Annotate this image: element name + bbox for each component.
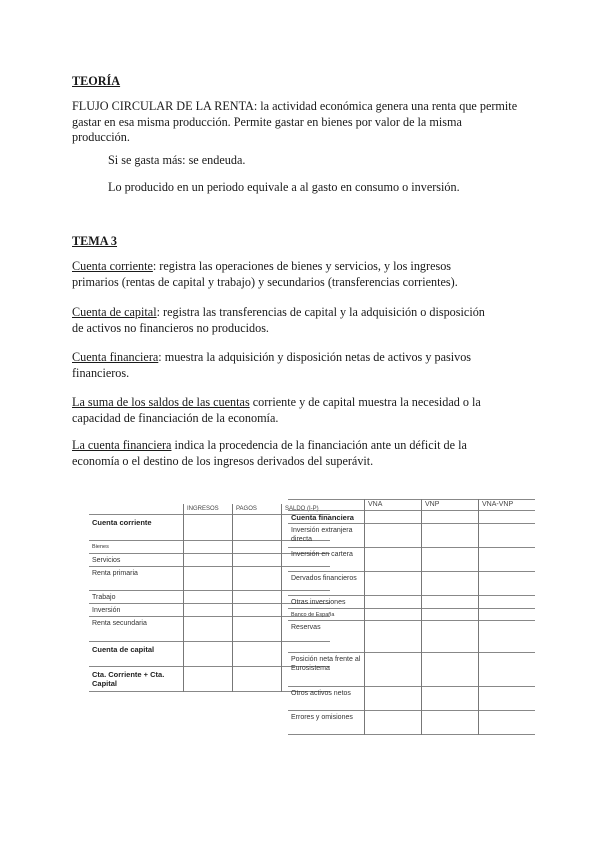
table-row (288, 609, 535, 621)
definition-text: : registra las operaciones de bienes y servicios, y los ingresos (152, 259, 452, 273)
row-label: Inversión (92, 607, 121, 614)
row-label: Otros activos netos (291, 690, 351, 697)
table-row (288, 596, 535, 609)
la-cuenta-financiera-term: La cuenta financiera (72, 438, 172, 452)
row-label: Trabajo (92, 594, 116, 601)
definition-text: financieros. (72, 365, 130, 380)
table-row (288, 687, 535, 711)
row-label: Servicios (92, 557, 121, 564)
table-row (288, 653, 535, 687)
cuenta-financiera-term: Cuenta financiera (72, 350, 159, 364)
la-cuenta-financiera-paragraph (72, 438, 542, 469)
row-label: Renta secundaria (92, 620, 147, 627)
table-header-cell (288, 500, 365, 511)
table-row (288, 511, 535, 524)
cuenta-capital-term: Cuenta de capital (72, 305, 157, 319)
table-row (288, 711, 535, 735)
table-header-cell: VNP (422, 500, 479, 511)
equivalence-note: Lo producido en un periodo equivale a al gasto en consumo o inversión. (108, 180, 460, 194)
row-label: Cuenta corriente (92, 518, 152, 527)
financial-account-table (288, 499, 535, 735)
table-row (288, 572, 535, 596)
row-label: Dervados financieros (291, 575, 357, 582)
flujo-circular-paragraph (72, 99, 542, 146)
tema3-heading: TEMA 3 (72, 234, 118, 248)
cuenta-capital-paragraph (72, 305, 542, 336)
row-label: Otras inversiones (291, 599, 346, 606)
table-row (288, 621, 535, 653)
table-header-cell: VNA-VNP (479, 500, 536, 511)
definition-text: primarios (rentas de capital y trabajo) y secundarios (transferencias corrientes). (72, 274, 458, 289)
table-row (288, 524, 535, 548)
row-label: Inversión extranjera directa (291, 527, 353, 543)
definition-text: indica la procedencia de la financiación ante un déficit de la (171, 438, 467, 452)
definition-text: : registra las transferencias de capital y la adquisición o disposición (156, 305, 485, 319)
table-header-row (288, 500, 535, 511)
definition-text: capacidad de financiación de la economía. (72, 410, 279, 425)
row-label: Bienes (92, 544, 109, 550)
flujo-line: producción. (72, 130, 130, 144)
flujo-line: gastar en esa misma producción. Permite gastar en bienes por valor de la misma (72, 114, 462, 129)
table-header-cell: PAGOS (233, 504, 282, 515)
flujo-line: FLUJO CIRCULAR DE LA RENTA: la actividad económica genera una renta que permite (72, 99, 518, 113)
table-header-cell (89, 504, 184, 515)
definition-text: : muestra la adquisición y disposición netas de activos y pasivos (158, 350, 472, 364)
row-label: Cta. Corriente + Cta. Capital (92, 670, 165, 688)
suma-saldos-paragraph (72, 395, 542, 426)
suma-saldos-term: La suma de los saldos de las cuentas (72, 395, 250, 409)
cuenta-financiera-paragraph (72, 350, 542, 381)
definition-text: de activos no financieros no producidos. (72, 320, 269, 335)
row-label: Cuenta financiera (291, 513, 354, 522)
table-header-cell: VNA (365, 500, 422, 511)
row-label: Cuenta de capital (92, 645, 155, 654)
theory-heading: TEORÍA (72, 74, 121, 88)
cuenta-corriente-term: Cuenta corriente (72, 259, 153, 273)
table-header-cell: SALDO (I-P) (282, 504, 331, 515)
row-label: Errores y omisiones (291, 714, 353, 721)
cuenta-corriente-paragraph (72, 259, 542, 290)
row-label: Inversión en cartera (291, 551, 353, 558)
table-header-cell: INGRESOS (184, 504, 233, 515)
table-row (288, 548, 535, 572)
row-label: Posición neta frente al Eurosistema (291, 656, 361, 672)
definition-text: economía o el destino de los ingresos derivados del superávit. (72, 453, 374, 468)
row-label: Banco de España (291, 612, 335, 618)
definition-text: corriente y de capital muestra la necesidad o la (249, 395, 481, 409)
row-label: Renta primaria (92, 570, 138, 577)
debt-note: Si se gasta más: se endeuda. (108, 153, 246, 167)
row-label: Reservas (291, 624, 321, 631)
